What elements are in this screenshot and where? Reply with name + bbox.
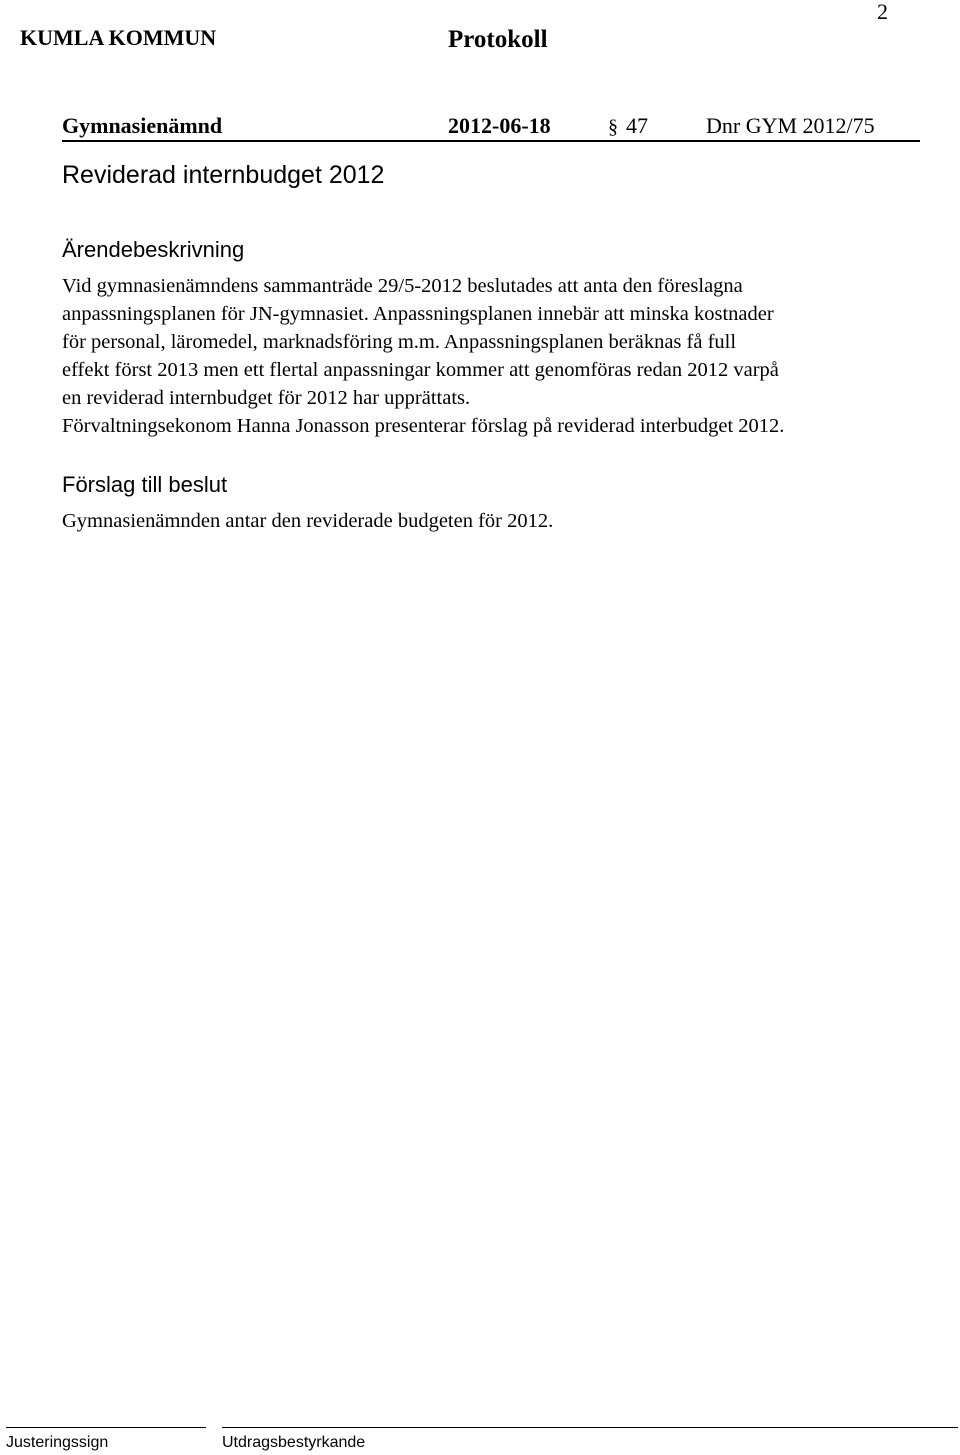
- organization-name: KUMLA KOMMUN: [20, 25, 217, 50]
- meta-body: Gymnasienämnd: [62, 113, 223, 138]
- arende-text: [62, 272, 932, 440]
- meta-date: 2012-06-18: [448, 113, 551, 138]
- footer-divider-left: [6, 1427, 206, 1428]
- text-line: Vid gymnasienämndens sammanträde 29/5-2012 beslutades att anta den föreslagna: [62, 275, 743, 297]
- page-number: 2: [877, 0, 888, 24]
- text-line: en reviderad internbudget för 2012 har upprättats.: [62, 387, 471, 409]
- document-title: Reviderad internbudget 2012: [62, 161, 385, 189]
- footer-justeringssign: Justeringssign: [6, 1434, 109, 1451]
- text-line: för personal, läromedel, marknadsföring m.m. Anpassningsplanen beräknas få full: [62, 331, 737, 353]
- footer-utdragsbestyrkande: Utdragsbestyrkande: [222, 1434, 366, 1451]
- text-line: effekt först 2013 men ett flertal anpassningar kommer att genomföras redan 2012 varpå: [62, 359, 779, 381]
- forslag-text: Gymnasienämnden antar den reviderade budgeten för 2012.: [62, 510, 554, 532]
- text-line: Förvaltningsekonom Hanna Jonasson presenterar förslag på reviderad interbudget 2012.: [62, 415, 785, 437]
- paragraph-sign-icon: §: [608, 116, 618, 138]
- meta-row: [62, 112, 920, 142]
- meta-paragraph: [608, 112, 648, 141]
- section-heading-arende: Ärendebeskrivning: [62, 237, 245, 262]
- paragraph-number: 47: [626, 113, 648, 138]
- meta-dnr: Dnr GYM 2012/75: [706, 113, 875, 138]
- section-heading-forslag: Förslag till beslut: [62, 472, 228, 497]
- text-line: anpassningsplanen för JN-gymnasiet. Anpassningsplanen innebär att minska kostnader: [62, 303, 774, 325]
- document-type: Protokoll: [448, 26, 548, 53]
- footer-divider-right: [222, 1427, 958, 1428]
- footer: [0, 1427, 960, 1454]
